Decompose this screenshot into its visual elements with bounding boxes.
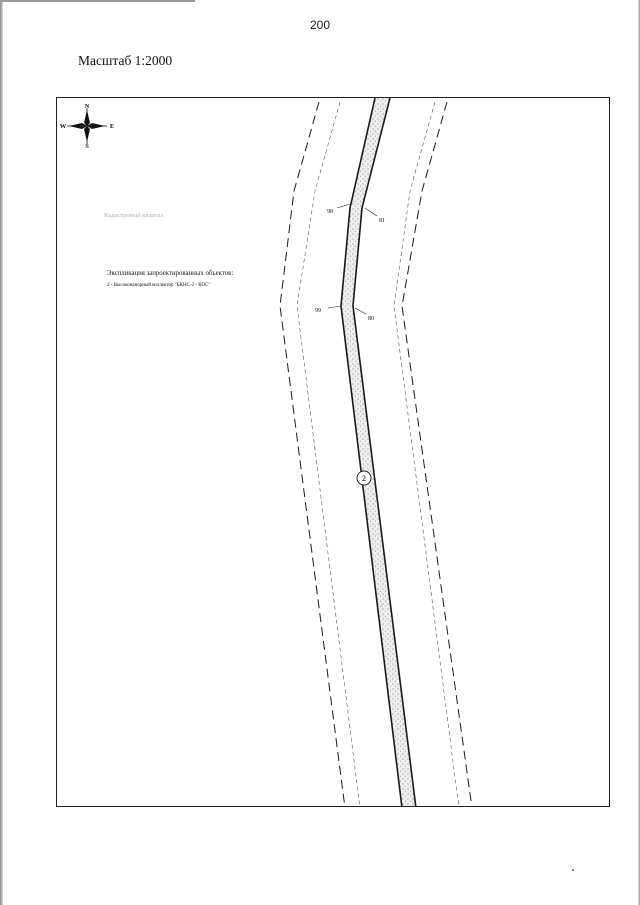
map-canvas — [57, 98, 610, 807]
point-label-99: 99 — [315, 308, 321, 314]
point-label-80: 80 — [368, 316, 374, 322]
faded-map-caption: Кадастровый квартал — [104, 212, 164, 219]
compass-rose-icon — [60, 103, 114, 150]
scan-speck — [572, 869, 574, 871]
callout-line-81 — [365, 208, 377, 216]
legend-title: Экспликация запроектированных объектов: — [107, 270, 234, 277]
point-label-98: 98 — [327, 209, 333, 215]
compass-east-label: E — [109, 123, 115, 130]
scan-edge-left — [0, 0, 3, 905]
outer-boundary-left — [280, 102, 345, 807]
outer-boundary-right — [402, 102, 472, 807]
callout-line-98 — [337, 204, 350, 208]
object-marker-label: 2 — [362, 474, 366, 483]
page-number: 200 — [309, 18, 331, 32]
map-frame — [56, 97, 610, 807]
scan-edge-top — [0, 0, 195, 2]
compass-west-label: W — [59, 123, 67, 130]
compass-north-label: N — [84, 103, 90, 110]
inner-boundary-right — [394, 102, 459, 807]
point-label-81: 81 — [379, 218, 385, 224]
callout-line-80 — [355, 308, 366, 314]
legend-item-1: 2 - Высоконапорный коллектор "БКНС-2 - КОС" — [107, 283, 211, 288]
collector-corridor — [341, 98, 416, 807]
callout-line-99 — [328, 306, 341, 308]
scale-label: Масштаб 1:2000 — [78, 53, 173, 68]
compass-south-label: S — [85, 143, 89, 150]
